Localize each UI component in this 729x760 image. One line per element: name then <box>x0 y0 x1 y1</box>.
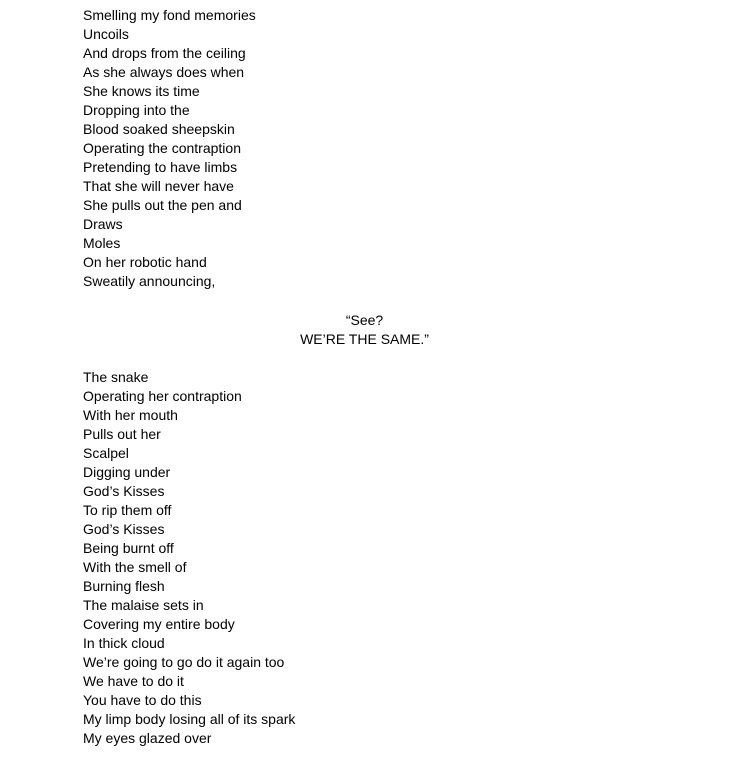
poem-line: On her robotic hand <box>83 254 207 270</box>
poem-line: To rip them off <box>83 502 172 518</box>
poem-line: Draws <box>83 216 123 232</box>
poem-line: Sweatily announcing, <box>83 273 216 289</box>
poem-line: The snake <box>83 369 149 385</box>
poem-line: We’re going to go do it again too <box>83 654 285 670</box>
poem-line: Burning flesh <box>83 578 165 594</box>
poem-line: That she will never have <box>83 178 234 194</box>
poem-line: She pulls out the pen and <box>83 197 242 213</box>
poem-line: She knows its time <box>83 83 200 99</box>
stanza-1 <box>83 6 683 291</box>
poem-line: We have to do it <box>83 673 184 689</box>
poem-line: My eyes glazed over <box>83 730 212 746</box>
poem-line: Pulls out her <box>83 426 161 442</box>
poem-line: Pretending to have limbs <box>83 159 238 175</box>
poem-line: Blood soaked sheepskin <box>83 121 235 137</box>
stanza-2-centered-quote <box>0 311 729 349</box>
poem-line: Being burnt off <box>83 540 174 556</box>
poem-line: Smelling my fond memories <box>83 7 256 23</box>
poem-line: Dropping into the <box>83 102 190 118</box>
poem-line: God’s Kisses <box>83 483 165 499</box>
poem-line: Scalpel <box>83 445 129 461</box>
poem-line: You have to do this <box>83 692 202 708</box>
poem-line: Moles <box>83 235 121 251</box>
poem-line: In thick cloud <box>83 635 165 651</box>
poem-line: The malaise sets in <box>83 597 204 613</box>
poem-line: God’s Kisses <box>83 521 165 537</box>
poem-line: And drops from the ceiling <box>83 45 246 61</box>
quote-line: “See? <box>345 312 384 328</box>
poem-line: Operating the contraption <box>83 140 241 156</box>
stanza-3 <box>83 368 683 748</box>
poem-line: My limp body losing all of its spark <box>83 711 296 727</box>
poem-line: As she always does when <box>83 64 245 80</box>
poem-line: With her mouth <box>83 407 178 423</box>
poem-line: Covering my entire body <box>83 616 235 632</box>
quote-line: WE’RE THE SAME.” <box>300 331 429 347</box>
poem-line: Operating her contraption <box>83 388 242 404</box>
poem-line: With the smell of <box>83 559 187 575</box>
poem-line: Uncoils <box>83 26 129 42</box>
poem-line: Digging under <box>83 464 171 480</box>
